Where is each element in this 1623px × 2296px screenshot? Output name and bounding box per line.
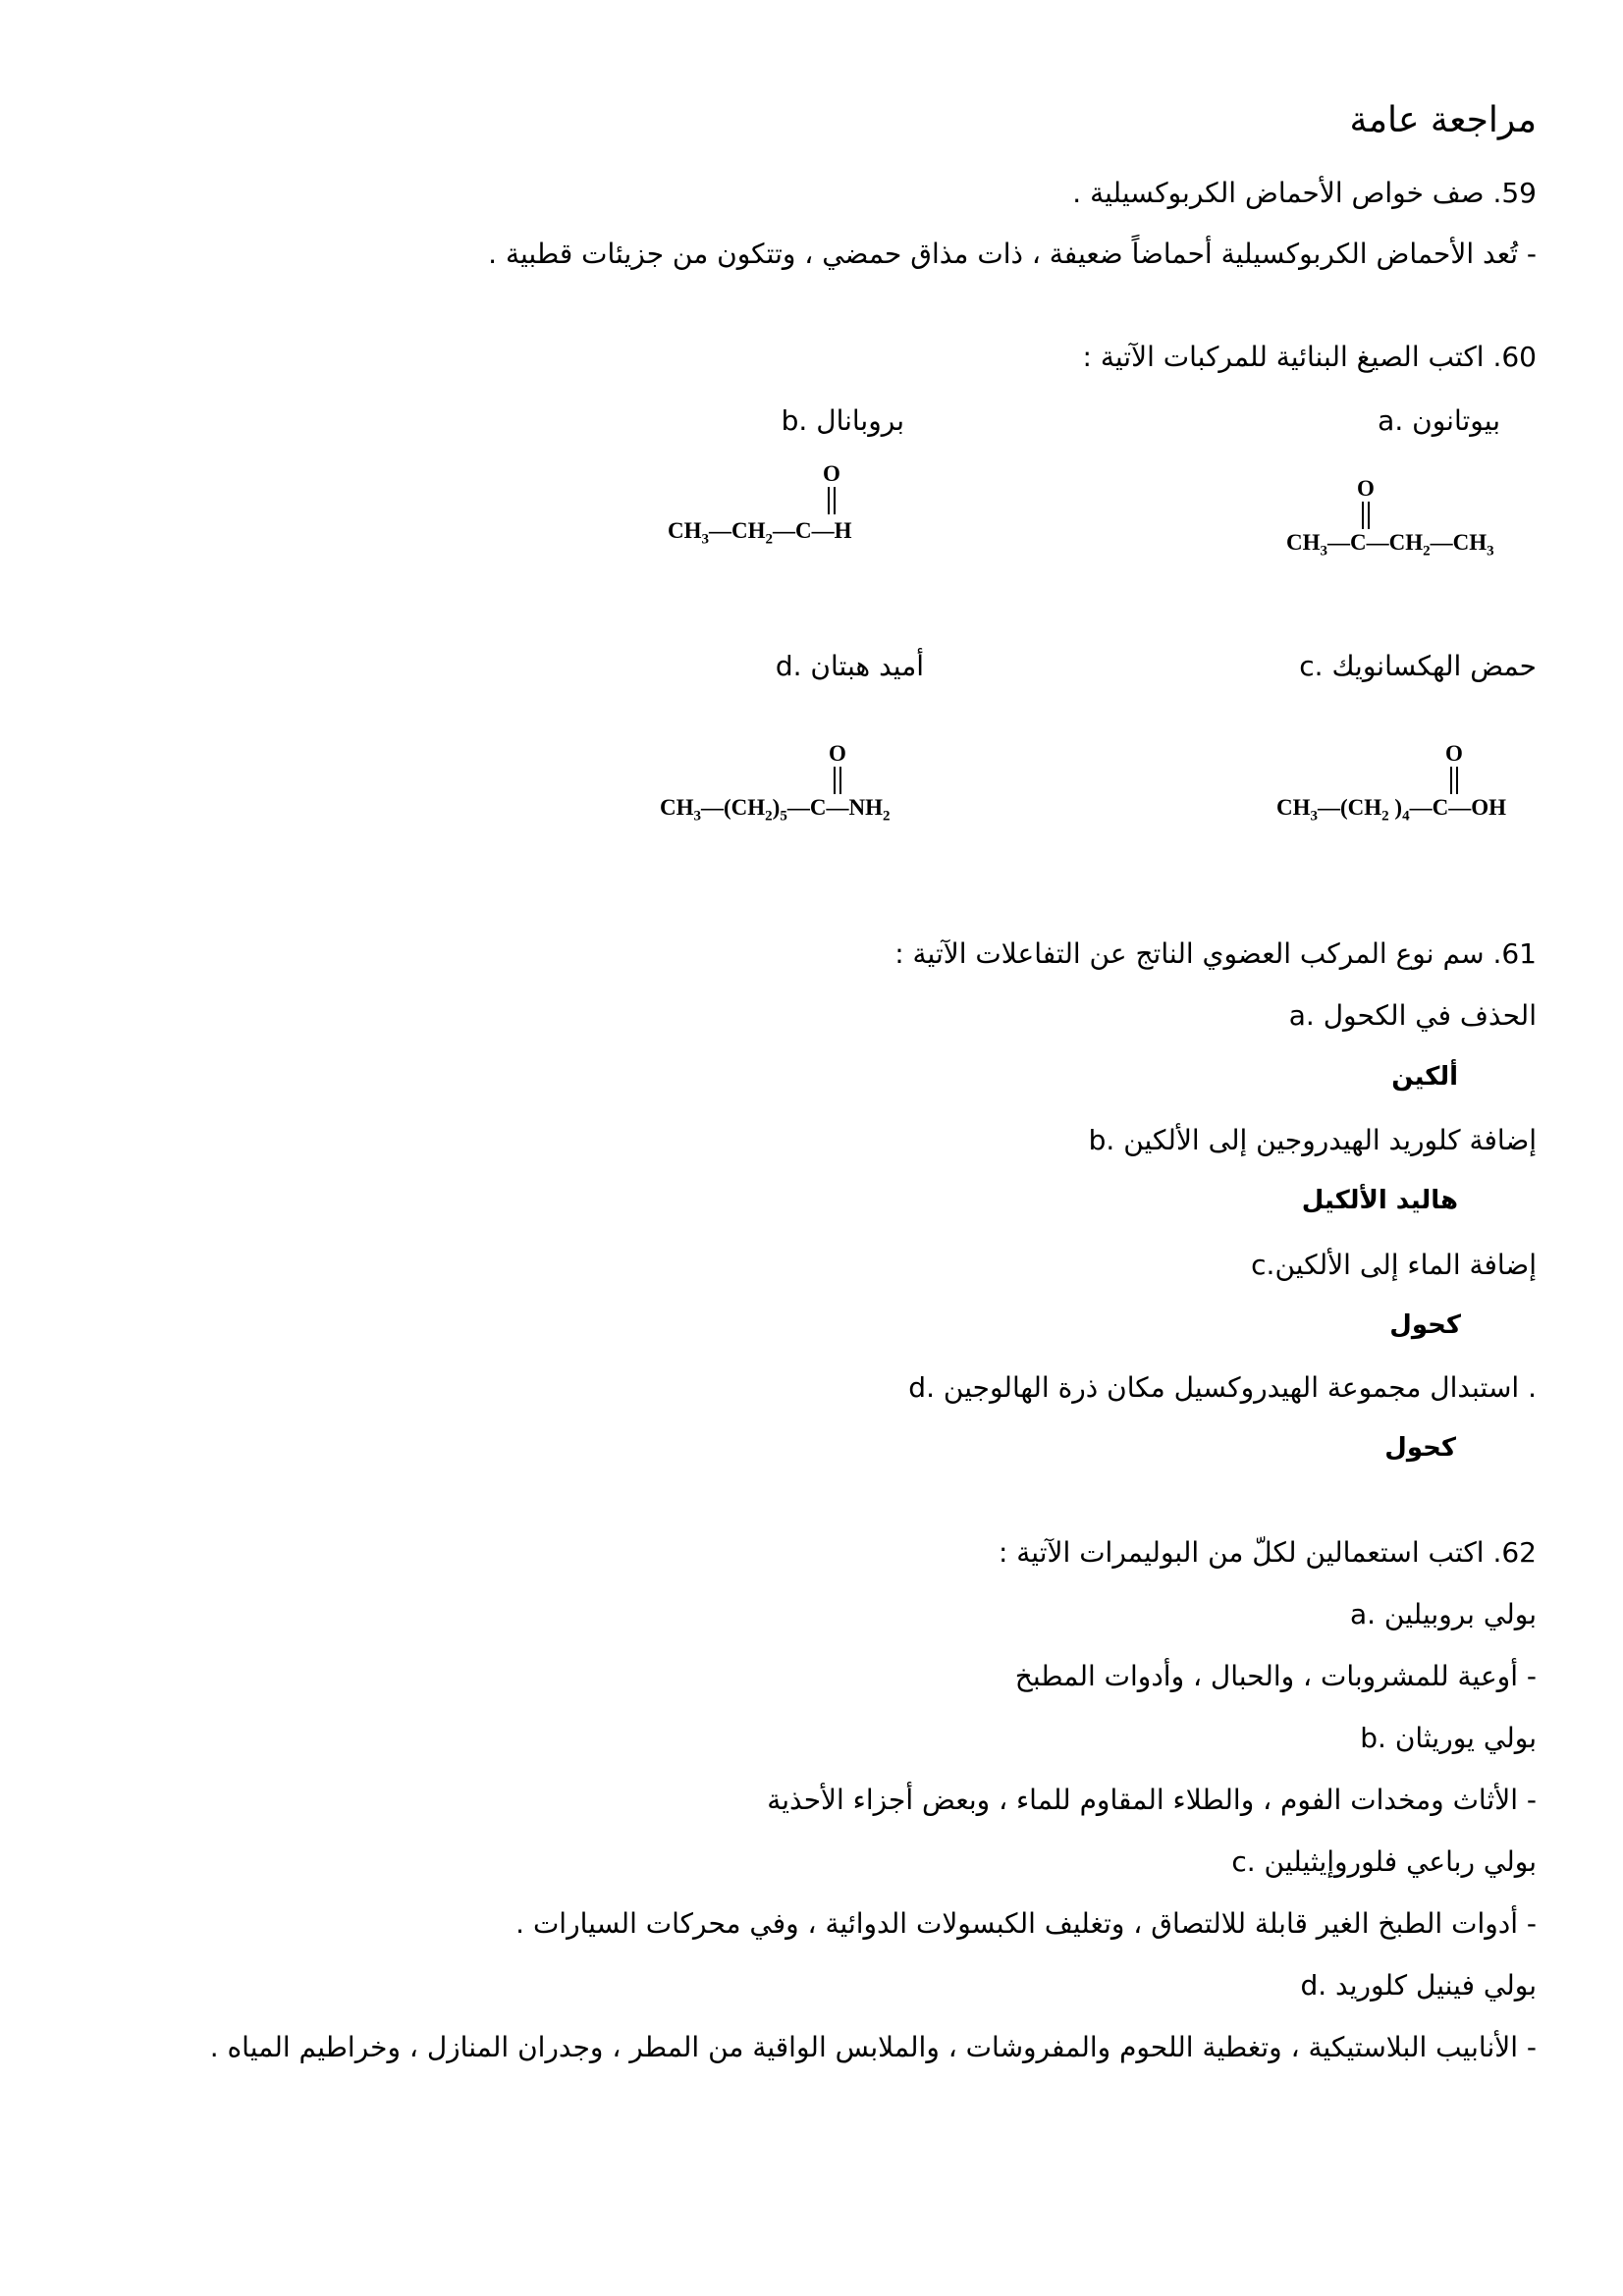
q61-b: b. إضافة كلوريد الهيدروجين إلى الألكين (1088, 1124, 1537, 1156)
double-bond (1360, 502, 1372, 531)
q60-a-label: a. بيوتانون (1378, 404, 1500, 437)
structure-butanone (1286, 476, 1542, 564)
q61-d-answer: كحول (1384, 1433, 1456, 1463)
oxygen-atom: O (1357, 476, 1375, 501)
q61-d: d. استبدال مجموعة الهيدروكسيل مكان ذرة الهالوجين . (908, 1371, 1537, 1404)
q62-a: a. بولي بروبيلين (1349, 1598, 1537, 1630)
q61-c: c.إضافة الماء إلى الألكين (1251, 1249, 1537, 1281)
q59-question: 59. صف خواص الأحماض الكربوكسيلية . (1072, 177, 1537, 209)
q62-question: 62. اكتب استعمالين لكلّ من البوليمرات الآتية : (998, 1536, 1537, 1569)
q62-c-answer: - أدوات الطبخ الغير قابلة للالتصاق ، وتغليف الكبسولات الدوائية ، وفي محركات السيارات . (515, 1907, 1537, 1940)
oxygen-atom: O (823, 461, 840, 486)
q60-question: 60. اكتب الصيغ البنائية للمركبات الآتية : (1082, 341, 1537, 373)
q62-a-answer: - أوعية للمشروبات ، والحبال ، وأدوات المطبخ (1014, 1660, 1537, 1692)
q62-b-answer: - الأثاث ومخدات الفوم ، والطلاء المقاوم للماء ، وبعض أجزاء الأحذية (767, 1784, 1537, 1816)
q62-b: b. بولي يوريثان (1360, 1722, 1537, 1754)
q60-b-label: b. بروبانال (781, 404, 904, 437)
structure-heptanamide (660, 741, 945, 829)
structure-propanal (668, 461, 903, 550)
q59-answer: - تُعد الأحماض الكربوكسيلية أحماضاً ضعيفة ، ذات مذاق حمضي ، وتتكون من جزيئات قطبية . (488, 238, 1537, 270)
q62-d: d. بولي فينيل كلوريد (1300, 1969, 1537, 2002)
q61-b-answer: هاليد الألكيل (1301, 1186, 1458, 1215)
structure-hexanoic-acid (1276, 741, 1542, 829)
q60-c-label: c. حمض الهكسانويك (1299, 650, 1537, 682)
q62-d-answer: - الأنابيب البلاستيكية ، وتغطية اللحوم والمفروشات ، والملابس الواقية من المطر ، وجدران المنازل ، وخراطيم المياه . (209, 2031, 1537, 2063)
q61-a: a. الحذف في الكحول (1288, 999, 1537, 1032)
oxygen-atom: O (1445, 741, 1463, 766)
double-bond (832, 767, 843, 796)
formula-main: $CH_3—(CH_2$ )$_4—C—OH$ (1276, 795, 1506, 825)
formula-main: $CH_3—(CH_2)_5—C—NH_2$ (660, 795, 891, 825)
double-bond (1448, 767, 1460, 796)
q61-a-answer: ألكين (1391, 1062, 1458, 1092)
formula-main: $CH_3—C—CH_2—CH_3$ (1286, 530, 1494, 560)
page-title: مراجعة عامة (1349, 100, 1537, 140)
oxygen-atom: O (829, 741, 846, 766)
q61-question: 61. سم نوع المركب العضوي الناتج عن التفاعلات الآتية : (894, 937, 1537, 970)
q62-c: c. بولي رباعي فلوروإيثيلين (1231, 1845, 1537, 1878)
q61-c-answer: كحول (1389, 1310, 1461, 1340)
double-bond (826, 487, 838, 516)
formula-main: $CH_3—CH_2—C—H$ (668, 518, 852, 548)
q60-d-label: d. أميد هبتان (775, 650, 924, 682)
